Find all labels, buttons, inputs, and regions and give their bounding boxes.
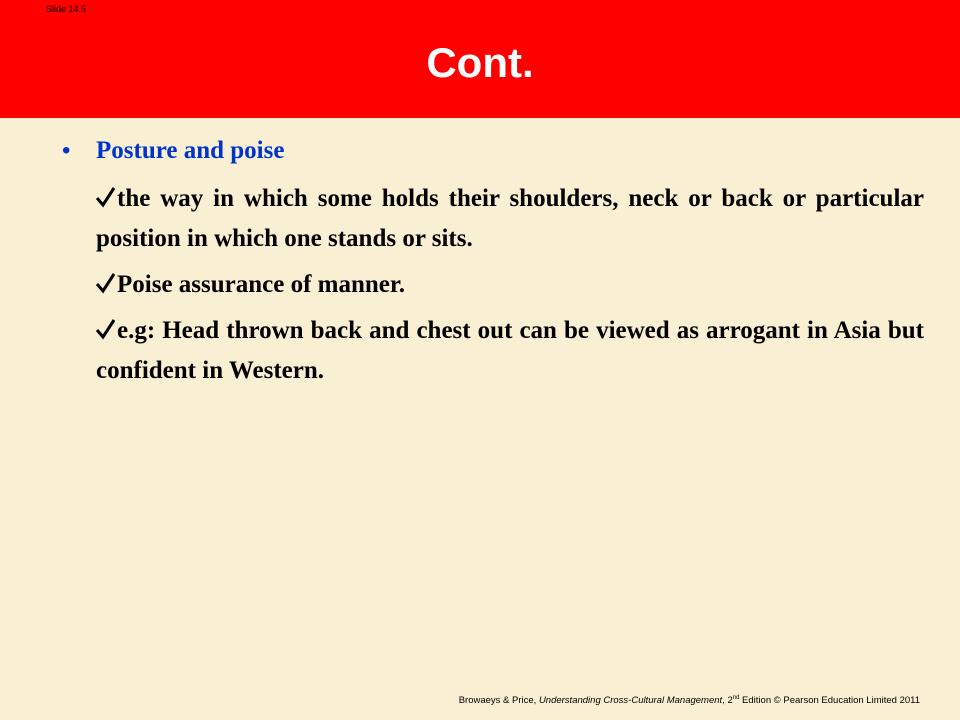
checklist-item-text: the way in which some holds their shoulders, neck or back or particular position in which one stands or sits. [96,185,924,252]
bullet-dot-icon: • [62,137,71,164]
checkmark-icon [96,186,115,208]
title-bar [0,0,960,118]
slide-number: Slide 14.5 [46,4,87,14]
slide-title: Cont. [426,39,534,86]
checklist-item-text: e.g: Head thrown back and chest out can be viewed as arrogant in Asia but confident in Western. [96,317,924,384]
checklist [96,179,924,391]
footer-citation [459,695,920,706]
slide-content [62,137,924,391]
checkmark-icon [96,318,115,340]
checklist-item [96,179,924,259]
footer-edition-prefix: , 2 [722,695,733,706]
footer-edition-suffix: Edition © Pearson Education Limited 2011 [739,695,920,706]
footer-authors: Browaeys & Price, [458,695,539,706]
bullet-heading: Posture and poise [96,137,285,164]
footer-edition-sup: nd [732,694,740,701]
checklist-item-text: Poise assurance of manner. [117,271,405,298]
checklist-item [96,311,924,391]
footer-book-title: Understanding Cross-Cultural Management [538,695,723,706]
checkmark-icon [96,272,115,294]
checklist-item [96,265,924,305]
bullet-item [62,137,924,173]
